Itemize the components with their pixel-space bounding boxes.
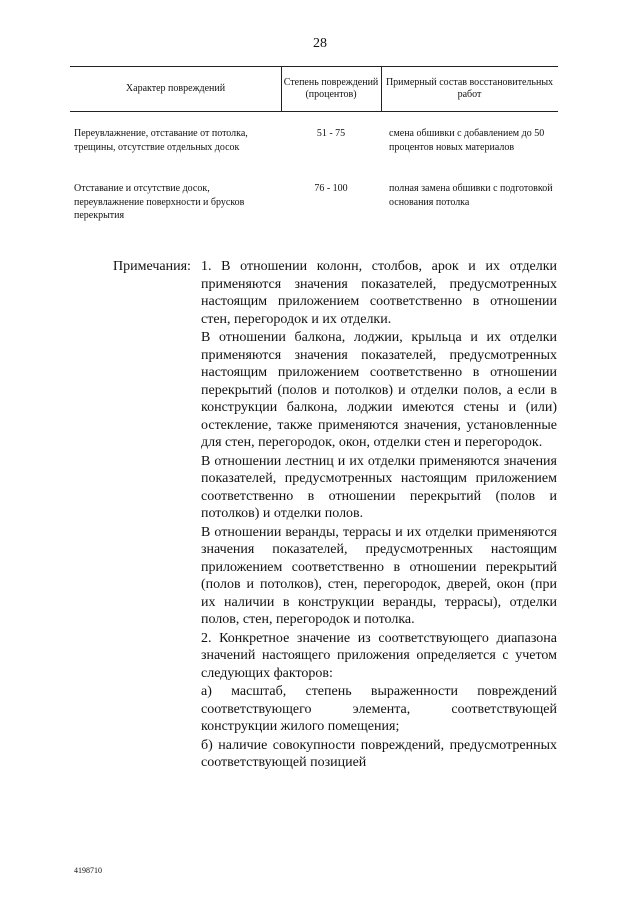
column-header-damage: Характер повреждений <box>125 82 226 94</box>
cell-damage: Переувлажнение, отставание от потолка, трещины, отсутствие отдельных досок <box>74 128 248 153</box>
note-paragraph: а) масштаб, степень выраженности повреждений соответствующего элемента, соответствующей конструкции жилого помещения; <box>201 684 557 734</box>
note-paragraph: 1. В отношении колонн, столбов, арок и их отделки применяются значения показателей, предусмотренных настоящим приложением соответственно в отношении стен, перегородок и их отделки. <box>201 259 557 327</box>
note-paragraph: В отношении балкона, лоджии, крыльца и их отделки применяются значения показателей, предусмотренных настоящим приложением соответственно в отношении перекрытий (полов и потолков) и отделки полов, а если в конструкции балкона, лоджии имеются стены и (или) остекление, также применяются значения, установленные для стен, перегородок, окон, отделки стен и перегородок. <box>201 330 557 450</box>
column-header-work: Примерный состав восстановительных работ <box>385 76 554 100</box>
page-number: 28 <box>313 36 327 51</box>
note-paragraph: В отношении веранды, террасы и их отделки применяются значения показателей, предусмотренных настоящим приложением соответственно в отношении перекрытий (полов и потолков), стен, перегородок, дверей, окон (при их наличии в конструкции веранды, террасы), отделки полов, стен, перегородок и потолка. <box>201 524 557 627</box>
note-paragraph: б) наличие совокупности повреждений, предусмотренных соответствующей позицией <box>201 737 557 770</box>
column-header-degree: Степень повреждений (процентов) <box>283 76 379 100</box>
cell-work: полная замена обшивки с подготовкой основания потолка <box>389 183 553 208</box>
cell-damage: Отставание и отсутствие досок, переувлажнение поверхности и брусков перекрытия <box>74 183 245 221</box>
notes-body <box>201 258 557 773</box>
table-header-rule <box>70 111 558 112</box>
document-id: 4198710 <box>74 866 102 875</box>
note-paragraph: 2. Конкретное значение из соответствующего диапазона значений настоящего приложения определяется с учетом следующих факторов: <box>201 630 557 681</box>
cell-degree: 76 - 100 <box>314 183 348 194</box>
cell-degree: 51 - 75 <box>316 128 346 139</box>
note-paragraph: В отношении лестниц и их отделки применяются значения показателей, предусмотренных настоящим приложением соответственно в отношении перекрытий (полов и потолков) и отделки полов. <box>201 453 557 521</box>
notes-label: Примечания: <box>113 259 191 274</box>
cell-work: смена обшивки с добавлением до 50 процентов новых материалов <box>389 128 545 153</box>
table-top-rule <box>70 66 558 67</box>
